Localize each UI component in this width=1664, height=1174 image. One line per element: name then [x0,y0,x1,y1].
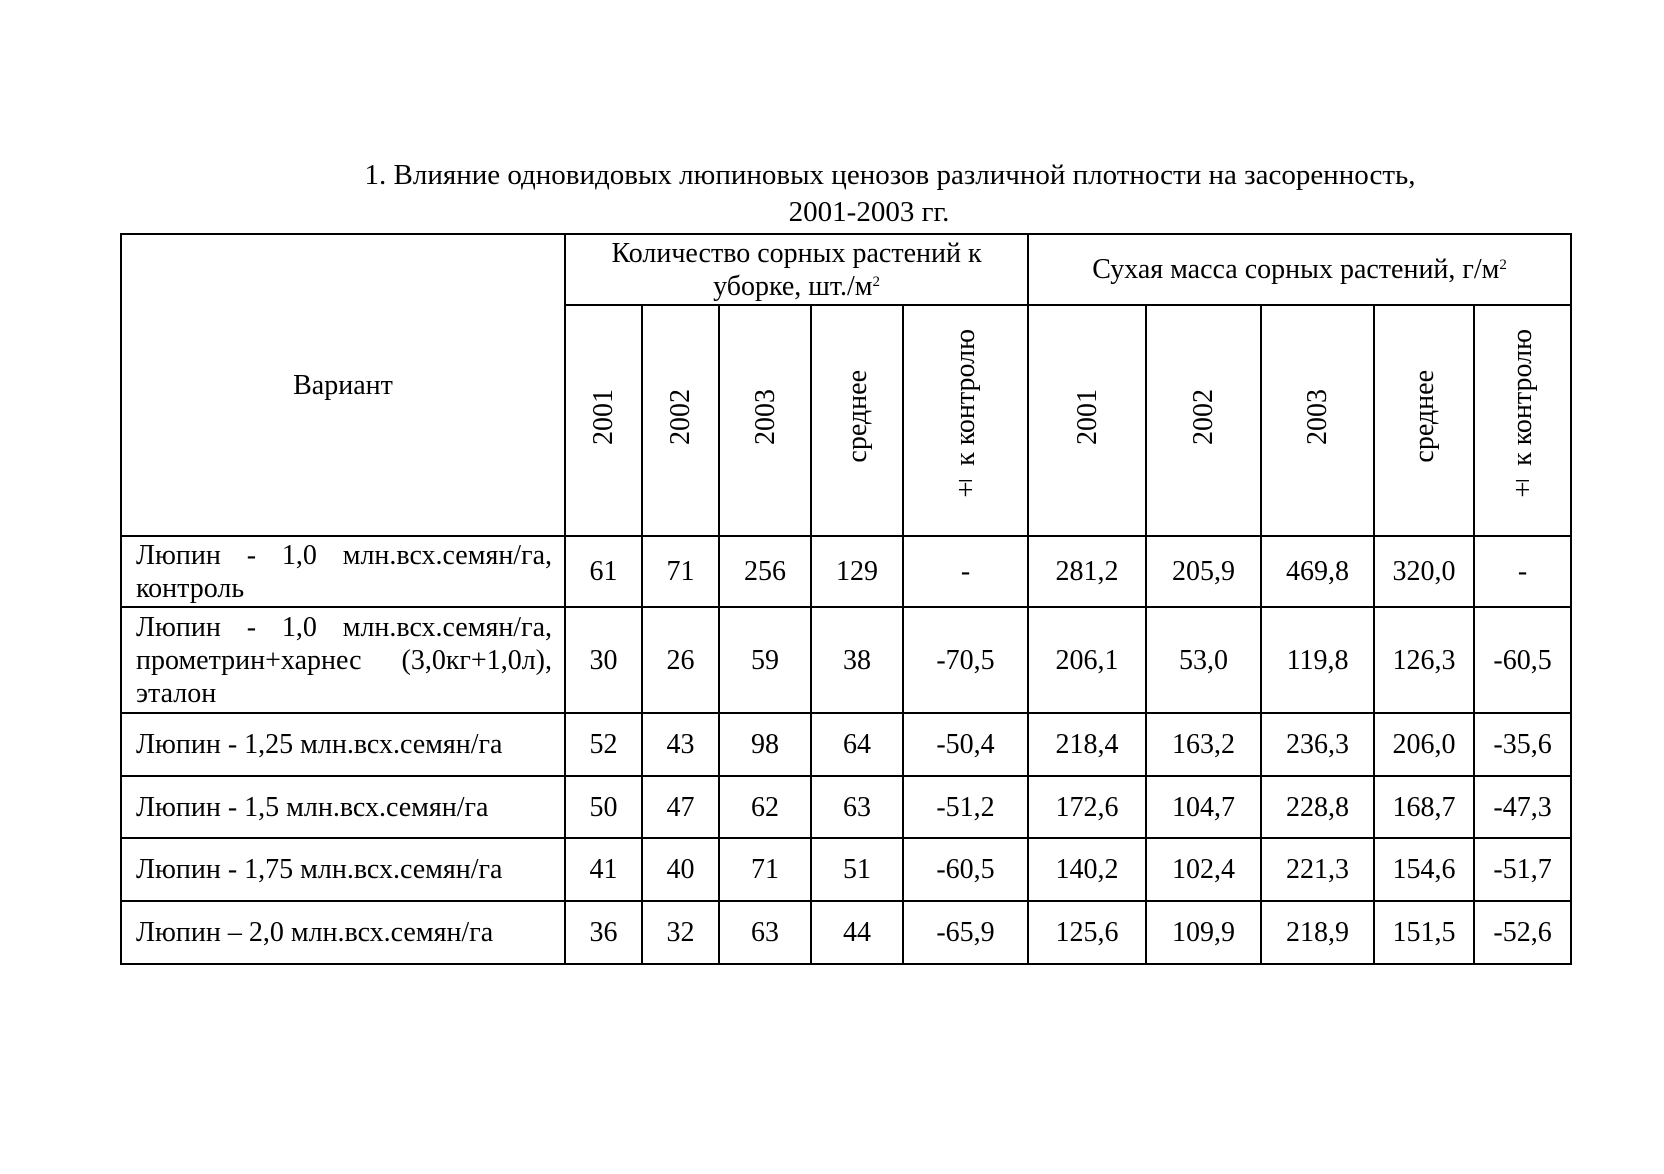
value-cell: 102,4 [1146,838,1261,901]
table-row [121,901,1571,964]
value-cell: 151,5 [1374,901,1474,964]
value-cell: 163,2 [1146,713,1261,776]
value-cell: 40 [642,838,719,901]
value-cell: 236,3 [1261,713,1374,776]
value-cell: 71 [642,536,719,607]
value-cell: 98 [719,713,811,776]
value-cell: 129 [811,536,903,607]
column-header: ± к контролю [903,305,1028,536]
value-cell: 104,7 [1146,776,1261,838]
value-cell: 469,8 [1261,536,1374,607]
value-cell: 172,6 [1028,776,1146,838]
value-cell: 320,0 [1374,536,1474,607]
value-cell: -70,5 [903,607,1028,713]
column-header: 2001 [565,305,642,536]
value-cell: 62 [719,776,811,838]
value-cell: 218,4 [1028,713,1146,776]
variant-cell: Люпин - 1,25 млн.всх.семян/га [121,713,565,776]
value-cell: -50,4 [903,713,1028,776]
weed-mass-group-header: Сухая масса сорных растений, $г/м^2$ [1028,234,1571,305]
column-header: 2003 [719,305,811,536]
table-row [121,838,1571,901]
variant-cell: Люпин - 1,75 млн.всх.семян/га [121,838,565,901]
value-cell: 43 [642,713,719,776]
value-cell: 26 [642,607,719,713]
column-header: среднее [811,305,903,536]
value-cell: 109,9 [1146,901,1261,964]
variant-header: Вариант [121,234,565,536]
value-cell: - [903,536,1028,607]
value-cell: -60,5 [903,838,1028,901]
value-cell: -47,3 [1474,776,1571,838]
value-cell: 205,9 [1146,536,1261,607]
variant-cell: Люпин - 1,0 млн.всх.семян/га, контроль [121,536,565,607]
value-cell: 168,7 [1374,776,1474,838]
value-cell: 30 [565,607,642,713]
value-cell: 221,3 [1261,838,1374,901]
value-cell: 206,0 [1374,713,1474,776]
value-cell: 59 [719,607,811,713]
value-cell: 38 [811,607,903,713]
title-line-2: 2001-2003 гг. [788,196,950,228]
value-cell: 32 [642,901,719,964]
value-cell: -51,7 [1474,838,1571,901]
value-cell: 206,1 [1028,607,1146,713]
value-cell: -35,6 [1474,713,1571,776]
weed-count-group-header: Количество сорных растений к уборке, $шт./м^2$ [565,234,1028,305]
column-header: ± к контролю [1474,305,1571,536]
column-header: 2002 [642,305,719,536]
column-header: 2003 [1261,305,1374,536]
table-row [121,776,1571,838]
value-cell: 51 [811,838,903,901]
value-cell: 119,8 [1261,607,1374,713]
value-cell: 61 [565,536,642,607]
table-row [121,536,1571,607]
value-cell: -52,6 [1474,901,1571,964]
value-cell: 52 [565,713,642,776]
value-cell: -51,2 [903,776,1028,838]
value-cell: 41 [565,838,642,901]
value-cell: 44 [811,901,903,964]
value-cell: 140,2 [1028,838,1146,901]
value-cell: 47 [642,776,719,838]
table-row [121,607,1571,713]
title-line-1: 1. Влияние одновидовых люпиновых ценозов различной плотности на засоренность, [364,159,1416,191]
table-title [120,157,1618,231]
variant-cell: Люпин - 1,0 млн.всх.семян/га, прометрин+харнес (3,0кг+1,0л), эталон [121,607,565,713]
value-cell: 281,2 [1028,536,1146,607]
column-header: 2002 [1146,305,1261,536]
value-cell: 50 [565,776,642,838]
value-cell: 36 [565,901,642,964]
value-cell: 218,9 [1261,901,1374,964]
value-cell: -65,9 [903,901,1028,964]
value-cell: 126,3 [1374,607,1474,713]
value-cell: 154,6 [1374,838,1474,901]
value-cell: 256 [719,536,811,607]
value-cell: 125,6 [1028,901,1146,964]
value-cell: 53,0 [1146,607,1261,713]
variant-cell: Люпин - 1,5 млн.всх.семян/га [121,776,565,838]
value-cell: - [1474,536,1571,607]
variant-cell: Люпин – 2,0 млн.всх.семян/га [121,901,565,964]
weed-infestation-table [120,233,1572,965]
value-cell: 64 [811,713,903,776]
table-row [121,713,1571,776]
value-cell: 63 [811,776,903,838]
column-header: среднее [1374,305,1474,536]
column-header: 2001 [1028,305,1146,536]
value-cell: 228,8 [1261,776,1374,838]
value-cell: -60,5 [1474,607,1571,713]
value-cell: 71 [719,838,811,901]
value-cell: 63 [719,901,811,964]
